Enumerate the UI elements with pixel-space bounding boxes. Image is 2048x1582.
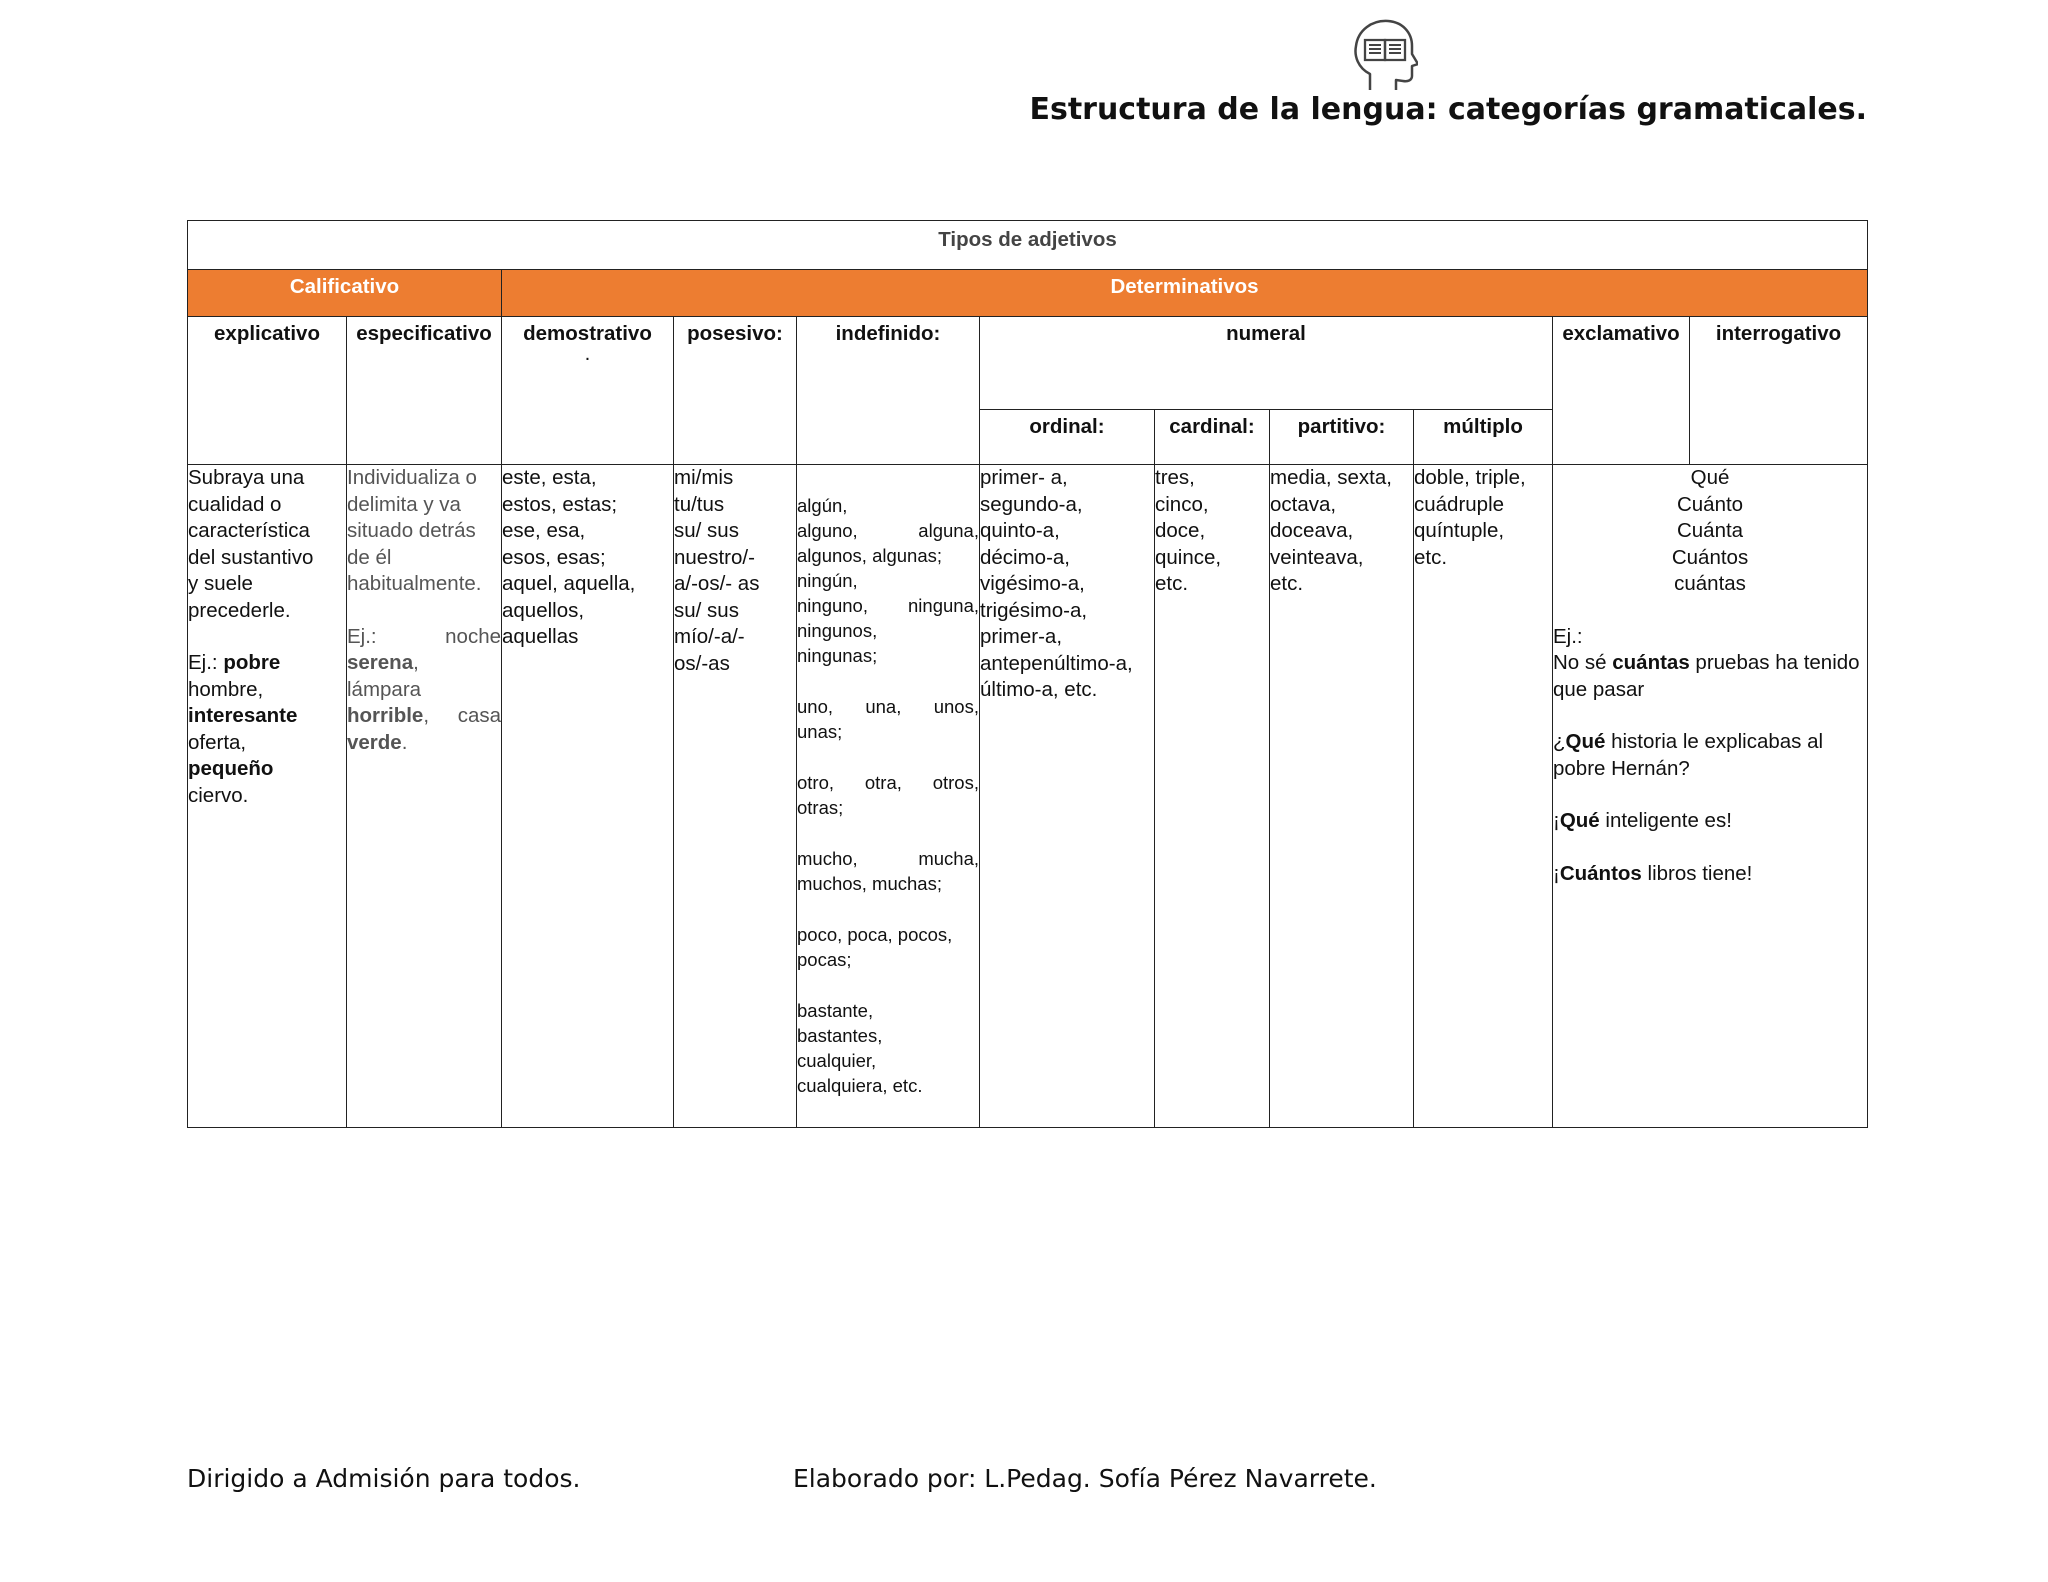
text-word: casa bbox=[457, 704, 501, 727]
cell-cardinal bbox=[1155, 465, 1270, 1128]
text-line: quíntuple, bbox=[1414, 519, 1505, 542]
text-line: y suele bbox=[188, 572, 253, 595]
text-line: este, esta, bbox=[502, 466, 597, 489]
document-title: Estructura de la lengua: categorías gramaticales. bbox=[1029, 92, 1867, 127]
header-exclamativo: exclamativo bbox=[1553, 317, 1690, 465]
text-line: su/ sus bbox=[674, 598, 739, 622]
text-line: bastante, bbox=[797, 1000, 874, 1021]
text-line: antepenúltimo-a, bbox=[980, 651, 1133, 675]
text-line: uno, una, unos, bbox=[797, 696, 979, 717]
example-bold: serena bbox=[347, 651, 414, 674]
text-line: aquellos, bbox=[502, 598, 585, 622]
text-line: nuestro/- bbox=[674, 545, 755, 569]
text-line: quinto-a, bbox=[980, 519, 1060, 542]
adjective-types-table bbox=[187, 220, 1868, 1128]
text-line: cuádruple bbox=[1414, 492, 1505, 516]
text-line: situado detrás bbox=[347, 519, 476, 542]
group-determinativos: Determinativos bbox=[502, 270, 1868, 317]
text-line: cuántas bbox=[1674, 572, 1746, 595]
text-line: bastantes, bbox=[797, 1025, 883, 1046]
text-line: mi/mis bbox=[674, 466, 734, 489]
text-line: ningún, bbox=[797, 570, 858, 591]
ej-label: Ej.: bbox=[1553, 624, 1583, 648]
text-line: os/-as bbox=[674, 651, 730, 675]
text-line: lámpara bbox=[347, 677, 422, 701]
text-line: veinteava, bbox=[1270, 545, 1364, 569]
text-line: ninguno, ninguna, bbox=[797, 595, 979, 616]
book-head-icon bbox=[1348, 16, 1418, 96]
text-word: noche bbox=[445, 624, 501, 648]
text-line: muchos, muchas; bbox=[797, 873, 942, 894]
text-line: décimo-a, bbox=[980, 545, 1071, 569]
text-line: ese, esa, bbox=[502, 519, 586, 542]
text-line: algunos, algunas; bbox=[797, 545, 943, 566]
header-posesivo: posesivo: bbox=[674, 317, 797, 465]
header-partitivo: partitivo: bbox=[1270, 410, 1414, 465]
text-line: quince, bbox=[1155, 545, 1222, 569]
example-sentence: No sé cuántas pruebas ha tenido bbox=[1553, 651, 1860, 674]
text-line: cualquier, bbox=[797, 1050, 877, 1071]
text-line: otro, otra, otros, bbox=[797, 772, 979, 793]
example-bold: verde bbox=[347, 730, 402, 754]
text-line: etc. bbox=[1155, 572, 1189, 595]
text-line: que pasar bbox=[1553, 677, 1645, 701]
text-line: Subraya una bbox=[188, 466, 305, 489]
text-line: ningunas; bbox=[797, 645, 878, 666]
example-sentence: ¡Qué inteligente es! bbox=[1553, 809, 1732, 832]
header-explicativo: explicativo bbox=[188, 317, 347, 465]
example-line bbox=[347, 624, 501, 651]
text-line: cualquiera, etc. bbox=[797, 1075, 923, 1096]
text-line: su/ sus bbox=[674, 519, 739, 542]
text-line: aquel, aquella, bbox=[502, 572, 636, 595]
text-line: doble, triple, bbox=[1414, 466, 1526, 489]
header-indefinido: indefinido: bbox=[797, 317, 980, 465]
text-line: de él bbox=[347, 545, 392, 569]
text-line: Individualiza o bbox=[347, 466, 477, 489]
example-sentence: ¡Cuántos libros tiene! bbox=[1553, 861, 1753, 885]
cell-demostrativo bbox=[502, 465, 674, 1128]
header-demostrativo-dot: . bbox=[584, 341, 591, 365]
header-especificativo: especificativo bbox=[347, 317, 502, 465]
text-word: , bbox=[423, 704, 430, 727]
text-line: estos, estas; bbox=[502, 492, 618, 516]
text-line: alguno, alguna, bbox=[797, 520, 979, 541]
text-line: precederle. bbox=[188, 598, 291, 622]
cell-exclamativo-interrogativo bbox=[1553, 465, 1868, 1128]
text-line: vigésimo-a, bbox=[980, 572, 1085, 595]
text-line: unas; bbox=[797, 721, 843, 742]
text-line: octava, bbox=[1270, 492, 1337, 516]
text-line: etc. bbox=[1270, 572, 1304, 595]
text-word: , bbox=[413, 651, 419, 674]
text-line: mucho, mucha, bbox=[797, 848, 979, 869]
text-line: ciervo. bbox=[188, 783, 249, 807]
text-line: último-a, etc. bbox=[980, 678, 1098, 701]
footer-author: Elaborado por: L.Pedag. Sofía Pérez Navarrete. bbox=[793, 1464, 1377, 1493]
text-line: cualidad o bbox=[188, 492, 282, 516]
example-bold: horrible bbox=[347, 704, 424, 727]
example-bold: pobre bbox=[223, 651, 281, 674]
header-ordinal: ordinal: bbox=[980, 410, 1155, 465]
text-line: esos, esas; bbox=[502, 545, 606, 569]
example-line bbox=[188, 650, 346, 677]
group-calificativo: Calificativo bbox=[188, 270, 502, 317]
ej-label: Ej.: bbox=[188, 651, 224, 674]
text-line: segundo-a, bbox=[980, 492, 1083, 516]
text-line: poco, poca, pocos, bbox=[797, 924, 953, 945]
text-line: característica bbox=[188, 519, 310, 542]
cell-multiplo bbox=[1414, 465, 1553, 1128]
text-line: Qué bbox=[1690, 466, 1730, 489]
text-line: Cuánta bbox=[1676, 519, 1744, 542]
text-line: pobre Hernán? bbox=[1553, 756, 1690, 780]
table-title: Tipos de adjetivos bbox=[188, 221, 1868, 270]
text-line: mío/-a/- bbox=[674, 625, 745, 648]
text-line: aquellas bbox=[502, 625, 579, 648]
ej-label: Ej.: bbox=[347, 624, 377, 648]
cell-indefinido bbox=[797, 465, 980, 1128]
text-line: ningunos, bbox=[797, 620, 878, 641]
text-line: trigésimo-a, bbox=[980, 598, 1088, 622]
text-line: Cuánto bbox=[1676, 492, 1744, 516]
text-line: Cuántos bbox=[1671, 545, 1749, 569]
header-interrogativo: interrogativo bbox=[1690, 317, 1868, 465]
text-line: primer-a, bbox=[980, 625, 1063, 648]
cell-especificativo bbox=[347, 465, 502, 1128]
example-bold: pequeño bbox=[188, 757, 274, 780]
text-line: algún, bbox=[797, 495, 848, 516]
text-line: tu/tus bbox=[674, 492, 725, 516]
text-line: oferta, bbox=[188, 730, 247, 754]
text-line: tres, bbox=[1155, 466, 1195, 489]
cell-explicativo bbox=[188, 465, 347, 1128]
text-line: cinco, bbox=[1155, 492, 1209, 516]
text-word: . bbox=[401, 730, 408, 754]
example-bold: interesante bbox=[188, 704, 298, 727]
text-line: media, sexta, bbox=[1270, 466, 1392, 489]
cell-ordinal bbox=[980, 465, 1155, 1128]
text-line: pocas; bbox=[797, 949, 852, 970]
text-line: hombre, bbox=[188, 677, 264, 701]
cell-posesivo bbox=[674, 465, 797, 1128]
header-numeral: numeral bbox=[980, 317, 1553, 410]
text-line: doce, bbox=[1155, 519, 1206, 542]
text-line: etc. bbox=[1414, 545, 1448, 569]
text-line: doceava, bbox=[1270, 519, 1354, 542]
header-cardinal: cardinal: bbox=[1155, 410, 1270, 465]
text-line: primer- a, bbox=[980, 466, 1068, 489]
header-multiplo: múltiplo bbox=[1414, 410, 1553, 465]
header-demostrativo bbox=[502, 317, 674, 465]
footer-audience: Dirigido a Admisión para todos. bbox=[187, 1464, 581, 1493]
text-line: otras; bbox=[797, 797, 844, 818]
cell-partitivo bbox=[1270, 465, 1414, 1128]
header-demostrativo-label: demostrativo bbox=[523, 322, 652, 345]
text-line: del sustantivo bbox=[188, 545, 314, 569]
example-sentence: ¿Qué historia le explicabas al bbox=[1553, 730, 1824, 753]
text-line: delimita y va bbox=[347, 492, 461, 516]
text-line: a/-os/- as bbox=[674, 572, 760, 595]
text-line: habitualmente. bbox=[347, 572, 482, 595]
